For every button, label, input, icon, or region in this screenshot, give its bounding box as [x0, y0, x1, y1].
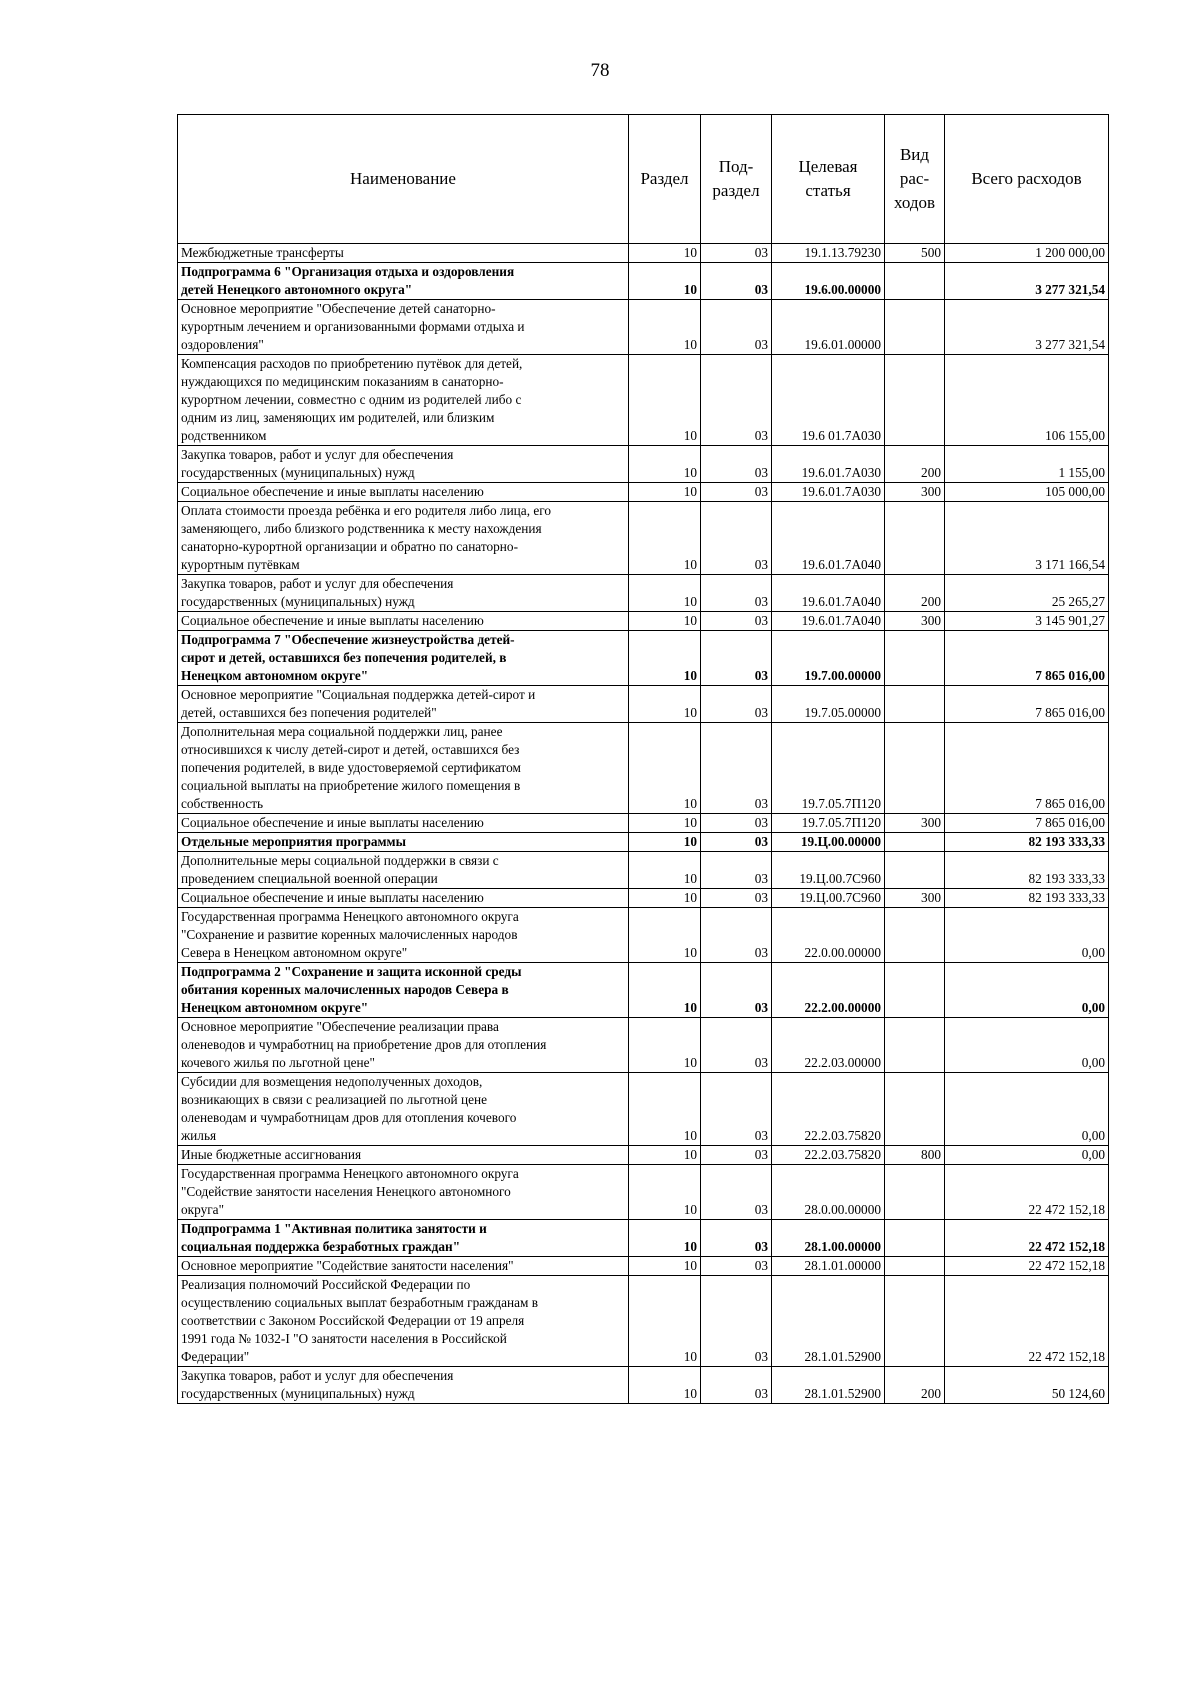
row-name: Социальное обеспечение и иные выплаты населению	[178, 483, 629, 502]
row-name: Отдельные мероприятия программы	[178, 833, 629, 852]
row-total: 0,00	[945, 963, 1109, 1018]
row-total: 7 865 016,00	[945, 723, 1109, 814]
row-section: 10	[629, 723, 701, 814]
row-name: Подпрограмма 7 "Обеспечение жизнеустройства детей- сирот и детей, оставшихся без попечения родителей, в Ненецком автономном округе"	[178, 631, 629, 686]
row-name: Закупка товаров, работ и услуг для обеспечения государственных (муниципальных) нужд	[178, 446, 629, 483]
table-row	[178, 908, 1109, 963]
row-expense-type: 300	[885, 814, 945, 833]
row-expense-type	[885, 1165, 945, 1220]
row-name: Основное мероприятие "Обеспечение реализации права оленеводов и чумработниц на приобретение дров для отопления кочевого жилья по льготной цене"	[178, 1018, 629, 1073]
row-target: 28.1.01.52900	[772, 1367, 885, 1404]
row-target: 19.7.05.7П120	[772, 723, 885, 814]
row-subsection: 03	[701, 300, 772, 355]
row-subsection: 03	[701, 575, 772, 612]
row-name: Подпрограмма 1 "Активная политика занятости и социальная поддержка безработных граждан"	[178, 1220, 629, 1257]
row-section: 10	[629, 1165, 701, 1220]
row-target: 22.2.03.00000	[772, 1018, 885, 1073]
table-row	[178, 300, 1109, 355]
table-row	[178, 1165, 1109, 1220]
row-total: 0,00	[945, 1073, 1109, 1146]
budget-table	[177, 114, 1109, 1404]
row-target: 22.2.03.75820	[772, 1073, 885, 1146]
row-target: 19.6.01.7А040	[772, 575, 885, 612]
row-total: 7 865 016,00	[945, 814, 1109, 833]
row-target: 19.6.01.7А040	[772, 612, 885, 631]
row-subsection: 03	[701, 446, 772, 483]
table-row	[178, 1073, 1109, 1146]
table-row	[178, 814, 1109, 833]
row-total: 0,00	[945, 908, 1109, 963]
row-name: Социальное обеспечение и иные выплаты населению	[178, 612, 629, 631]
row-subsection: 03	[701, 1276, 772, 1367]
row-section: 10	[629, 814, 701, 833]
row-subsection: 03	[701, 1367, 772, 1404]
row-section: 10	[629, 1276, 701, 1367]
row-total: 3 171 166,54	[945, 502, 1109, 575]
row-target: 19.Ц.00.7С960	[772, 889, 885, 908]
row-target: 19.6.01.00000	[772, 300, 885, 355]
row-section: 10	[629, 1018, 701, 1073]
row-subsection: 03	[701, 612, 772, 631]
table-row	[178, 723, 1109, 814]
row-total: 105 000,00	[945, 483, 1109, 502]
table-row	[178, 575, 1109, 612]
table-row	[178, 833, 1109, 852]
row-name: Дополнительные меры социальной поддержки в связи с проведением специальной военной операции	[178, 852, 629, 889]
row-subsection: 03	[701, 814, 772, 833]
row-name: Основное мероприятие "Содействие занятости населения"	[178, 1257, 629, 1276]
row-subsection: 03	[701, 483, 772, 502]
row-subsection: 03	[701, 963, 772, 1018]
row-subsection: 03	[701, 723, 772, 814]
row-expense-type	[885, 502, 945, 575]
row-total: 3 145 901,27	[945, 612, 1109, 631]
header-section: Раздел	[629, 115, 701, 244]
row-target: 19.7.00.00000	[772, 631, 885, 686]
row-target: 19.7.05.00000	[772, 686, 885, 723]
row-subsection: 03	[701, 889, 772, 908]
row-subsection: 03	[701, 1146, 772, 1165]
row-expense-type: 200	[885, 446, 945, 483]
row-subsection: 03	[701, 244, 772, 263]
row-target: 28.0.00.00000	[772, 1165, 885, 1220]
row-section: 10	[629, 244, 701, 263]
table-row	[178, 612, 1109, 631]
table-row	[178, 1018, 1109, 1073]
row-section: 10	[629, 263, 701, 300]
row-total: 0,00	[945, 1018, 1109, 1073]
row-expense-type	[885, 723, 945, 814]
row-section: 10	[629, 908, 701, 963]
header-expense-type: Вид рас- ходов	[885, 115, 945, 244]
row-total: 82 193 333,33	[945, 852, 1109, 889]
table-row	[178, 263, 1109, 300]
row-target: 19.Ц.00.00000	[772, 833, 885, 852]
row-expense-type: 300	[885, 889, 945, 908]
row-total: 1 200 000,00	[945, 244, 1109, 263]
row-total: 7 865 016,00	[945, 631, 1109, 686]
row-section: 10	[629, 575, 701, 612]
row-target: 19.6.01.7А030	[772, 446, 885, 483]
row-expense-type	[885, 1073, 945, 1146]
row-total: 1 155,00	[945, 446, 1109, 483]
row-subsection: 03	[701, 263, 772, 300]
row-expense-type	[885, 1257, 945, 1276]
table-row	[178, 1276, 1109, 1367]
row-subsection: 03	[701, 852, 772, 889]
row-name: Основное мероприятие "Обеспечение детей санаторно- курортным лечением и организованными формами отдыха и оздоровления"	[178, 300, 629, 355]
row-target: 19.6.01.7А030	[772, 483, 885, 502]
row-total: 0,00	[945, 1146, 1109, 1165]
row-total: 3 277 321,54	[945, 300, 1109, 355]
row-expense-type: 500	[885, 244, 945, 263]
row-section: 10	[629, 502, 701, 575]
row-expense-type: 300	[885, 483, 945, 502]
row-target: 28.1.01.52900	[772, 1276, 885, 1367]
row-name: Закупка товаров, работ и услуг для обеспечения государственных (муниципальных) нужд	[178, 575, 629, 612]
row-section: 10	[629, 1073, 701, 1146]
row-expense-type	[885, 686, 945, 723]
row-section: 10	[629, 483, 701, 502]
row-subsection: 03	[701, 1018, 772, 1073]
row-expense-type	[885, 263, 945, 300]
table-row	[178, 1367, 1109, 1404]
row-name: Дополнительная мера социальной поддержки лиц, ранее относившихся к числу детей-сирот и детей, оставшихся без попечения родителей, в виде удостоверяемой сертификатом социальной выплаты на приобретение жилого помещения в собственность	[178, 723, 629, 814]
row-expense-type: 200	[885, 1367, 945, 1404]
row-section: 10	[629, 1257, 701, 1276]
header-target: Целевая статья	[772, 115, 885, 244]
header-subsection: Под- раздел	[701, 115, 772, 244]
row-subsection: 03	[701, 686, 772, 723]
row-expense-type: 200	[885, 575, 945, 612]
row-name: Основное мероприятие "Социальная поддержка детей-сирот и детей, оставшихся без попечения родителей"	[178, 686, 629, 723]
header-total: Всего расходов	[945, 115, 1109, 244]
row-section: 10	[629, 1367, 701, 1404]
row-section: 10	[629, 1146, 701, 1165]
table-row	[178, 502, 1109, 575]
table-row	[178, 686, 1109, 723]
row-subsection: 03	[701, 502, 772, 575]
row-expense-type	[885, 1276, 945, 1367]
row-section: 10	[629, 889, 701, 908]
row-total: 22 472 152,18	[945, 1276, 1109, 1367]
row-total: 25 265,27	[945, 575, 1109, 612]
row-expense-type	[885, 1018, 945, 1073]
row-expense-type	[885, 631, 945, 686]
row-total: 82 193 333,33	[945, 833, 1109, 852]
header-name: Наименование	[178, 115, 629, 244]
row-target: 19.Ц.00.7С960	[772, 852, 885, 889]
row-expense-type: 800	[885, 1146, 945, 1165]
row-total: 50 124,60	[945, 1367, 1109, 1404]
row-target: 19.6 01.7А030	[772, 355, 885, 446]
row-name: Оплата стоимости проезда ребёнка и его родителя либо лица, его заменяющего, либо близкого родственника к месту нахождения санаторно-курортной организации и обратно по санаторно- курортным путёвкам	[178, 502, 629, 575]
row-section: 10	[629, 1220, 701, 1257]
row-subsection: 03	[701, 1073, 772, 1146]
row-total: 3 277 321,54	[945, 263, 1109, 300]
row-total: 82 193 333,33	[945, 889, 1109, 908]
row-target: 28.1.00.00000	[772, 1220, 885, 1257]
row-target: 22.0.00.00000	[772, 908, 885, 963]
row-name: Закупка товаров, работ и услуг для обеспечения государственных (муниципальных) нужд	[178, 1367, 629, 1404]
row-total: 22 472 152,18	[945, 1257, 1109, 1276]
row-name: Государственная программа Ненецкого автономного округа "Сохранение и развитие коренных малочисленных народов Севера в Ненецком автономном округе"	[178, 908, 629, 963]
row-subsection: 03	[701, 1220, 772, 1257]
row-section: 10	[629, 355, 701, 446]
table-row	[178, 889, 1109, 908]
row-expense-type	[885, 833, 945, 852]
row-target: 19.7.05.7П120	[772, 814, 885, 833]
row-section: 10	[629, 686, 701, 723]
table-row	[178, 355, 1109, 446]
row-name: Социальное обеспечение и иные выплаты населению	[178, 889, 629, 908]
row-section: 10	[629, 963, 701, 1018]
row-expense-type	[885, 963, 945, 1018]
row-expense-type	[885, 355, 945, 446]
row-total: 22 472 152,18	[945, 1220, 1109, 1257]
table-header-row	[178, 115, 1109, 244]
row-subsection: 03	[701, 1257, 772, 1276]
row-target: 22.2.03.75820	[772, 1146, 885, 1165]
row-total: 7 865 016,00	[945, 686, 1109, 723]
row-subsection: 03	[701, 1165, 772, 1220]
row-name: Государственная программа Ненецкого автономного округа "Содействие занятости населения Ненецкого автономного округа"	[178, 1165, 629, 1220]
row-total: 22 472 152,18	[945, 1165, 1109, 1220]
table-row	[178, 852, 1109, 889]
table-row	[178, 631, 1109, 686]
table-row	[178, 1220, 1109, 1257]
row-section: 10	[629, 852, 701, 889]
table-row	[178, 1146, 1109, 1165]
table-row	[178, 446, 1109, 483]
page-number: 78	[590, 60, 610, 81]
row-section: 10	[629, 300, 701, 355]
row-expense-type: 300	[885, 612, 945, 631]
row-name: Реализация полномочий Российской Федерации по осуществлению социальных выплат безработным гражданам в соответствии с Законом Российской Федерации от 19 апреля 1991 года № 1032-I "О занятости населения в Российской Федерации"	[178, 1276, 629, 1367]
row-subsection: 03	[701, 908, 772, 963]
row-total: 106 155,00	[945, 355, 1109, 446]
row-name: Социальное обеспечение и иные выплаты населению	[178, 814, 629, 833]
table-row	[178, 1257, 1109, 1276]
row-expense-type	[885, 852, 945, 889]
row-target: 19.6.00.00000	[772, 263, 885, 300]
row-name: Субсидии для возмещения недополученных доходов, возникающих в связи с реализацией по льготной цене оленеводам и чумработницам дров для отопления кочевого жилья	[178, 1073, 629, 1146]
table-row	[178, 483, 1109, 502]
table-row	[178, 244, 1109, 263]
row-name: Межбюджетные трансферты	[178, 244, 629, 263]
row-section: 10	[629, 612, 701, 631]
row-subsection: 03	[701, 355, 772, 446]
row-expense-type	[885, 300, 945, 355]
row-expense-type	[885, 908, 945, 963]
row-target: 22.2.00.00000	[772, 963, 885, 1018]
row-subsection: 03	[701, 631, 772, 686]
row-name: Иные бюджетные ассигнования	[178, 1146, 629, 1165]
row-section: 10	[629, 446, 701, 483]
row-section: 10	[629, 631, 701, 686]
row-subsection: 03	[701, 833, 772, 852]
row-name: Подпрограмма 2 "Сохранение и защита исконной среды обитания коренных малочисленных народов Севера в Ненецком автономном округе"	[178, 963, 629, 1018]
row-target: 19.1.13.79230	[772, 244, 885, 263]
row-name: Подпрограмма 6 "Организация отдыха и оздоровления детей Ненецкого автономного округа"	[178, 263, 629, 300]
row-section: 10	[629, 833, 701, 852]
table-body	[178, 244, 1109, 1404]
row-expense-type	[885, 1220, 945, 1257]
row-target: 19.6.01.7А040	[772, 502, 885, 575]
row-target: 28.1.01.00000	[772, 1257, 885, 1276]
row-name: Компенсация расходов по приобретению путёвок для детей, нуждающихся по медицинским показаниям в санаторно- курортном лечении, совместно с одним из родителей либо с одним из лиц, заменяющих им родителей, или близким родственником	[178, 355, 629, 446]
table-row	[178, 963, 1109, 1018]
